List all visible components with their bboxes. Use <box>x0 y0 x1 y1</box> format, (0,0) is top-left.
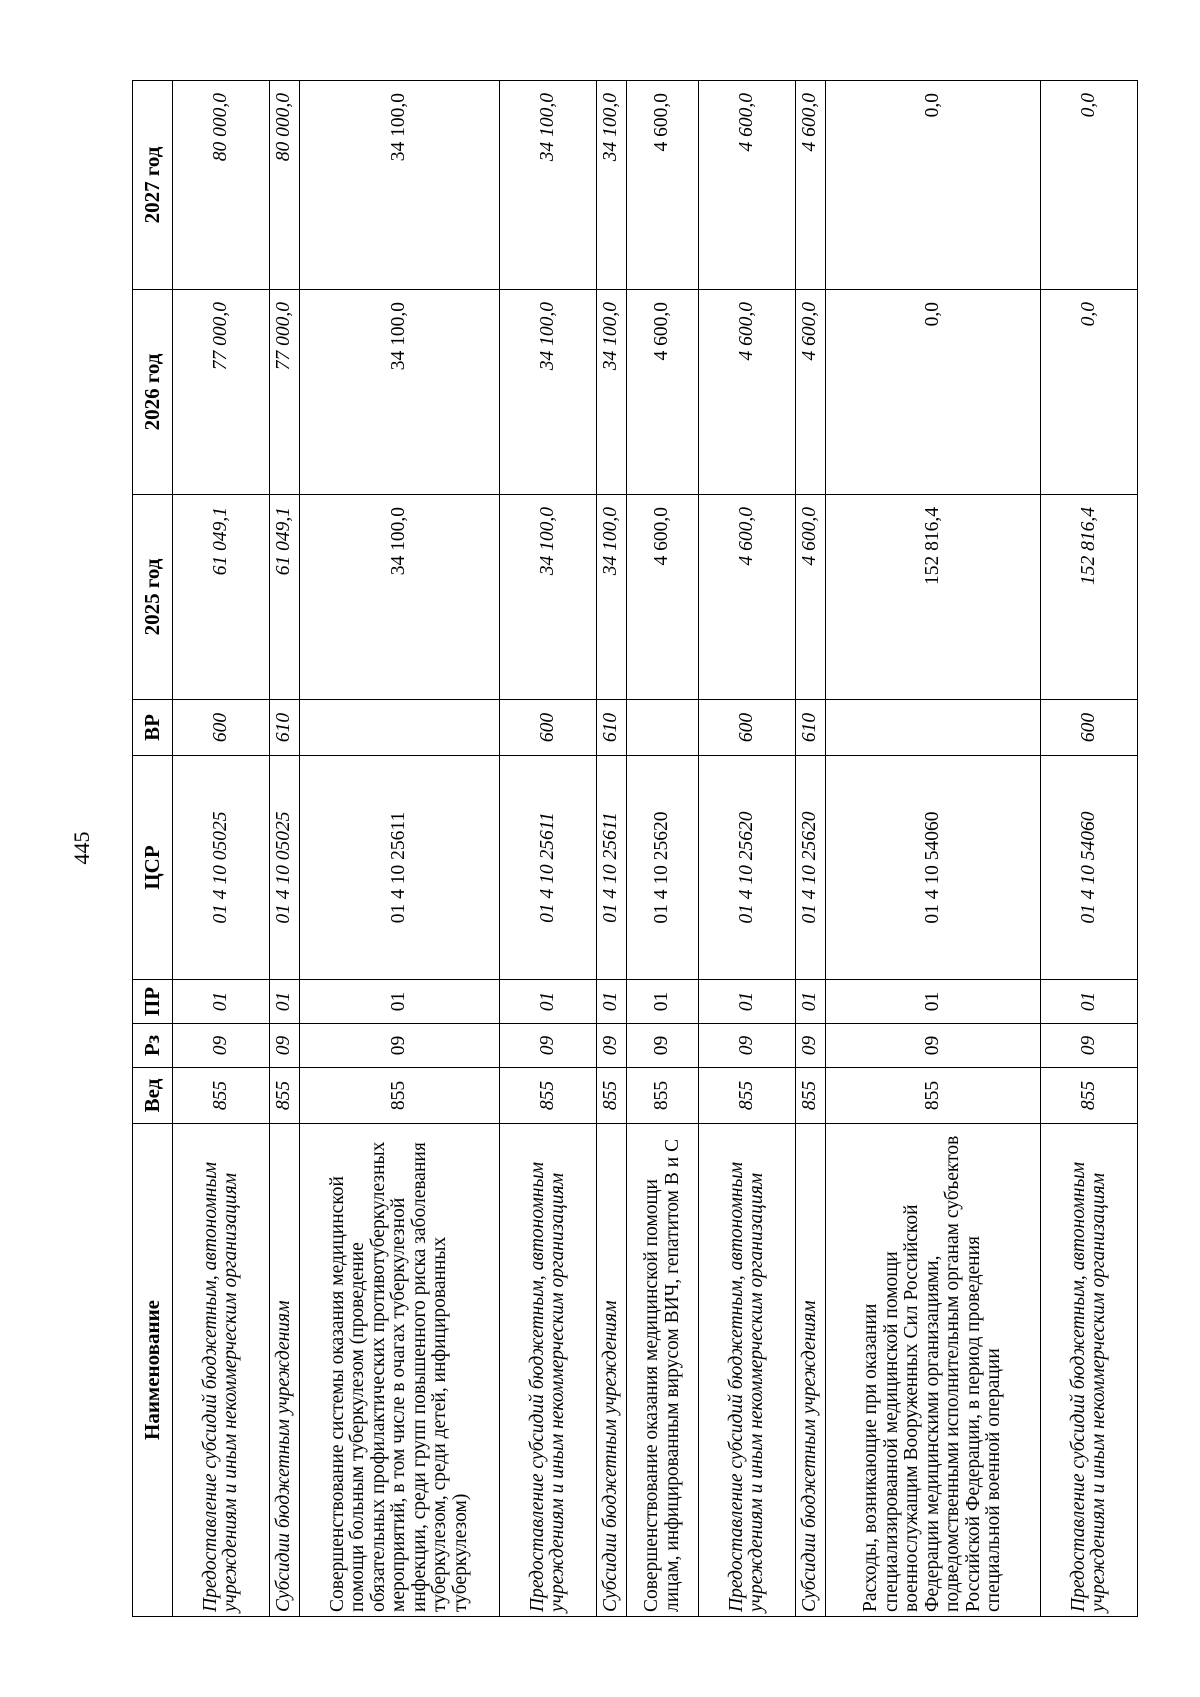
cell-name: Предоставление субсидий бюджетным, автономным учреждениям и иным некоммерческим организациям <box>500 1124 597 1617</box>
cell-ved: 855 <box>627 1068 699 1124</box>
cell-2025: 4 600,0 <box>627 495 699 700</box>
cell-rz: 09 <box>173 1024 270 1068</box>
cell-pr: 01 <box>826 980 1041 1024</box>
cell-rz: 09 <box>1041 1024 1138 1068</box>
cell-2027: 0,0 <box>826 81 1041 290</box>
table-row <box>500 81 597 1617</box>
table-row <box>826 81 1041 1617</box>
table-viewport <box>132 81 1109 1617</box>
cell-2027: 80 000,0 <box>173 81 270 290</box>
cell-name: Субсидии бюджетным учреждениям <box>597 1124 627 1617</box>
rotated-table-container <box>132 81 1109 1617</box>
cell-2025: 152 816,4 <box>1041 495 1138 700</box>
page-number: 445 <box>69 831 94 865</box>
cell-pr: 01 <box>699 980 796 1024</box>
cell-rz: 09 <box>270 1024 300 1068</box>
cell-vr: 610 <box>270 700 300 756</box>
cell-2026: 4 600,0 <box>627 290 699 495</box>
cell-ved: 855 <box>270 1068 300 1124</box>
table-row <box>796 81 826 1617</box>
cell-2026: 34 100,0 <box>500 290 597 495</box>
header-csr: ЦСР <box>133 756 173 980</box>
cell-2025: 61 049,1 <box>173 495 270 700</box>
cell-2025: 4 600,0 <box>699 495 796 700</box>
header-ved: Вед <box>133 1068 173 1124</box>
cell-pr: 01 <box>796 980 826 1024</box>
cell-rz: 09 <box>627 1024 699 1068</box>
header-2025: 2025 год <box>133 495 173 700</box>
table-row <box>300 81 500 1617</box>
cell-ved: 855 <box>699 1068 796 1124</box>
cell-ved: 855 <box>826 1068 1041 1124</box>
header-2027: 2027 год <box>133 81 173 290</box>
cell-vr: 600 <box>173 700 270 756</box>
cell-vr: 600 <box>699 700 796 756</box>
header-2026: 2026 год <box>133 290 173 495</box>
cell-ved: 855 <box>500 1068 597 1124</box>
cell-vr <box>300 700 500 756</box>
cell-name: Совершенствование системы оказания медицинской помощи больным туберкулезом (проведение обязательных профилактических противотуберкулезных мероприятий, в том числе в очагах туберкулезной инфекции, среди групп повышенного риска заболевания туберкулезом, среди детей, инфицированных туберкулезом) <box>300 1124 500 1617</box>
cell-pr: 01 <box>500 980 597 1024</box>
cell-ved: 855 <box>597 1068 627 1124</box>
header-rz: Рз <box>133 1024 173 1068</box>
cell-csr: 01 4 10 25611 <box>300 756 500 980</box>
cell-name: Совершенствование оказания медицинской помощи лицам, инфицированным вирусом ВИЧ, гепатитом В и С <box>627 1124 699 1617</box>
cell-vr: 610 <box>597 700 627 756</box>
cell-2026: 4 600,0 <box>796 290 826 495</box>
cell-2027: 34 100,0 <box>500 81 597 290</box>
cell-rz: 09 <box>826 1024 1041 1068</box>
cell-rz: 09 <box>500 1024 597 1068</box>
table-header-row <box>133 81 173 1617</box>
cell-rz: 09 <box>300 1024 500 1068</box>
table-row <box>627 81 699 1617</box>
cell-2026: 0,0 <box>1041 290 1138 495</box>
cell-pr: 01 <box>627 980 699 1024</box>
cell-csr: 01 4 10 25620 <box>699 756 796 980</box>
cell-vr <box>826 700 1041 756</box>
cell-2027: 4 600,0 <box>627 81 699 290</box>
cell-2027: 34 100,0 <box>597 81 627 290</box>
cell-csr: 01 4 10 25620 <box>627 756 699 980</box>
cell-ved: 855 <box>173 1068 270 1124</box>
cell-pr: 01 <box>173 980 270 1024</box>
cell-csr: 01 4 10 05025 <box>173 756 270 980</box>
cell-2025: 34 100,0 <box>500 495 597 700</box>
cell-2027: 34 100,0 <box>300 81 500 290</box>
cell-2025: 34 100,0 <box>300 495 500 700</box>
cell-name: Предоставление субсидий бюджетным, автономным учреждениям и иным некоммерческим организациям <box>699 1124 796 1617</box>
header-vr: ВР <box>133 700 173 756</box>
cell-name: Расходы, возникающие при оказании специализированной медицинской помощи военнослужащим Вооруженных Сил Российской Федерации медицинскими организациями, подведомственными исполнительным органам субъектов Российской Федерации, в период проведения специальной военной операции <box>826 1124 1041 1617</box>
cell-pr: 01 <box>300 980 500 1024</box>
table-row <box>699 81 796 1617</box>
cell-2026: 34 100,0 <box>597 290 627 495</box>
header-pr: ПР <box>133 980 173 1024</box>
cell-csr: 01 4 10 54060 <box>1041 756 1138 980</box>
cell-vr: 600 <box>1041 700 1138 756</box>
cell-csr: 01 4 10 25611 <box>597 756 627 980</box>
cell-2027: 4 600,0 <box>796 81 826 290</box>
header-name: Наименование <box>133 1124 173 1617</box>
cell-csr: 01 4 10 25620 <box>796 756 826 980</box>
budget-table <box>132 80 1138 1617</box>
cell-2025: 4 600,0 <box>796 495 826 700</box>
cell-pr: 01 <box>1041 980 1138 1024</box>
cell-rz: 09 <box>796 1024 826 1068</box>
cell-2026: 4 600,0 <box>699 290 796 495</box>
cell-2025: 152 816,4 <box>826 495 1041 700</box>
cell-vr: 600 <box>500 700 597 756</box>
cell-name: Предоставление субсидий бюджетным, автономным учреждениям и иным некоммерческим организациям <box>1041 1124 1138 1617</box>
cell-2025: 61 049,1 <box>270 495 300 700</box>
cell-2027: 0,0 <box>1041 81 1138 290</box>
cell-vr: 610 <box>796 700 826 756</box>
cell-pr: 01 <box>270 980 300 1024</box>
table-row <box>597 81 627 1617</box>
cell-2026: 0,0 <box>826 290 1041 495</box>
cell-2027: 80 000,0 <box>270 81 300 290</box>
cell-csr: 01 4 10 05025 <box>270 756 300 980</box>
cell-2025: 34 100,0 <box>597 495 627 700</box>
cell-2027: 4 600,0 <box>699 81 796 290</box>
cell-name: Предоставление субсидий бюджетным, автономным учреждениям и иным некоммерческим организациям <box>173 1124 270 1617</box>
cell-name: Субсидии бюджетным учреждениям <box>796 1124 826 1617</box>
cell-name: Субсидии бюджетным учреждениям <box>270 1124 300 1617</box>
cell-pr: 01 <box>597 980 627 1024</box>
cell-rz: 09 <box>699 1024 796 1068</box>
table-row <box>173 81 270 1617</box>
cell-rz: 09 <box>597 1024 627 1068</box>
cell-2026: 77 000,0 <box>173 290 270 495</box>
cell-csr: 01 4 10 54060 <box>826 756 1041 980</box>
cell-vr <box>627 700 699 756</box>
cell-ved: 855 <box>796 1068 826 1124</box>
table-row <box>1041 81 1138 1617</box>
cell-csr: 01 4 10 25611 <box>500 756 597 980</box>
cell-ved: 855 <box>300 1068 500 1124</box>
cell-2026: 77 000,0 <box>270 290 300 495</box>
cell-2026: 34 100,0 <box>300 290 500 495</box>
table-row <box>270 81 300 1617</box>
cell-ved: 855 <box>1041 1068 1138 1124</box>
